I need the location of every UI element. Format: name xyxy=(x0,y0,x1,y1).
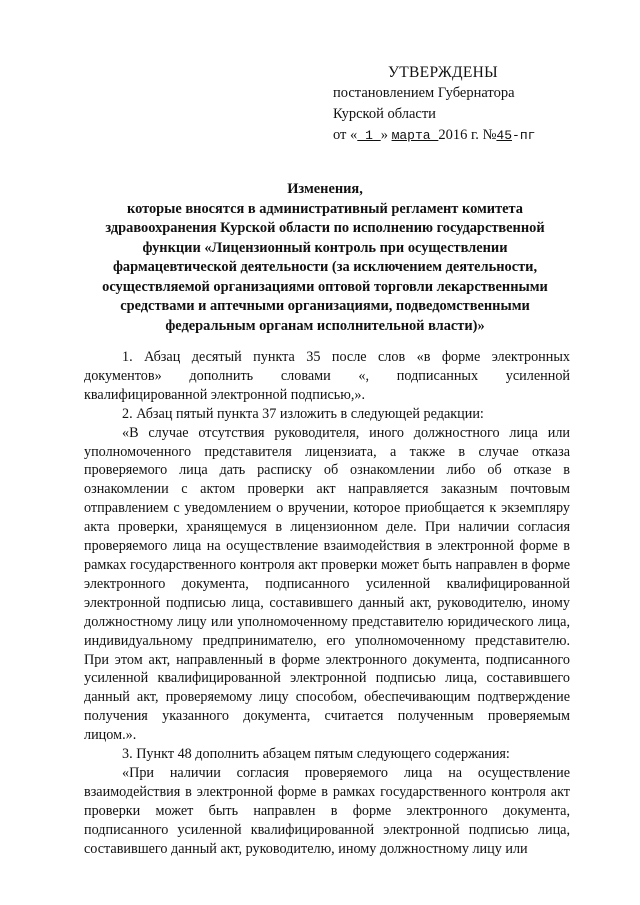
title-subtitle: которые вносятся в административный регламент комитета здравоохранения Курской области по исполнению государственной функции «Лицензионный контроль при осуществлении фармацевтической деятельности (за исключением деятельности, осуществляемой организациями оптовой торговли лекарственными средствами и аптечными организациями, подведомственными федеральным органам исполнительной власти)» xyxy=(102,200,548,334)
paragraph-3: «В случае отсутствия руководителя, иного должностного лица или уполномоченного представителя лицензиата, а также в случае отказа проверяемого лица дать расписку об ознакомлении либо об отказе в ознакомлении с актом проверки акт направляется заказным почтовым отправлением с уведомлением о вручении, которое приобщается к экземпляру акта проверки, хранящемуся в лицензионном деле. При наличии согласия проверяемого лица на осуществление взаимодействия в электронной форме в рамках государственного контроля акт проверки может быть направлен в форме электронного документа, подписанного усиленной квалифицированной электронной подписью лица, составившего данный акт, руководителю, иному должностному лицу или уполномоченному представителю юридического лица, индивидуальному предпринимателю, его уполномоченному представителю. При этом акт, направленный в форме электронного документа, подписанного усиленной квалифицированной электронной подписью лица, составившего данный акт, проверяемому лицу способом, обеспечивающим подтверждение получения указанного документа, считается полученным проверяемым лицом.». xyxy=(84,424,570,744)
number-suffix: -пг xyxy=(512,128,536,143)
approval-block xyxy=(333,62,623,146)
approval-heading: УТВЕРЖДЕНЫ xyxy=(388,64,498,81)
title-heading: Изменения, xyxy=(287,181,363,197)
approval-date-line xyxy=(333,125,623,146)
document-title xyxy=(80,180,570,336)
date-day: 1 xyxy=(357,128,381,143)
date-mid: » xyxy=(380,127,392,143)
date-prefix: от « xyxy=(333,127,358,143)
date-month: марта xyxy=(391,128,439,143)
document-body xyxy=(84,348,570,858)
number-prefix: № xyxy=(478,127,497,143)
approval-line-governor: постановлением Губернатора xyxy=(333,85,515,101)
document-number: 45 xyxy=(496,128,513,143)
paragraph-2: 2. Абзац пятый пункта 37 изложить в следующей редакции: xyxy=(122,405,484,422)
paragraph-1: 1. Абзац десятый пункта 35 после слов «в форме электронных документов» дополнить словами «, подписанных усиленной квалифицированной электронной подписью,». xyxy=(84,349,570,403)
approval-line-region: Курской области xyxy=(333,106,436,122)
paragraph-5: «При наличии согласия проверяемого лица на осуществление взаимодействия в электронной форме в рамках государственного контроля акт проверки может быть направлен в форме электронного документа, подписанного усиленной квалифицированной электронной подписью лица, составившего данный акт, руководителю, иному должностному лицу или xyxy=(84,764,570,857)
date-year: 2016 г. xyxy=(438,127,479,143)
paragraph-4: 3. Пункт 48 дополнить абзацем пятым следующего содержания: xyxy=(122,746,510,763)
